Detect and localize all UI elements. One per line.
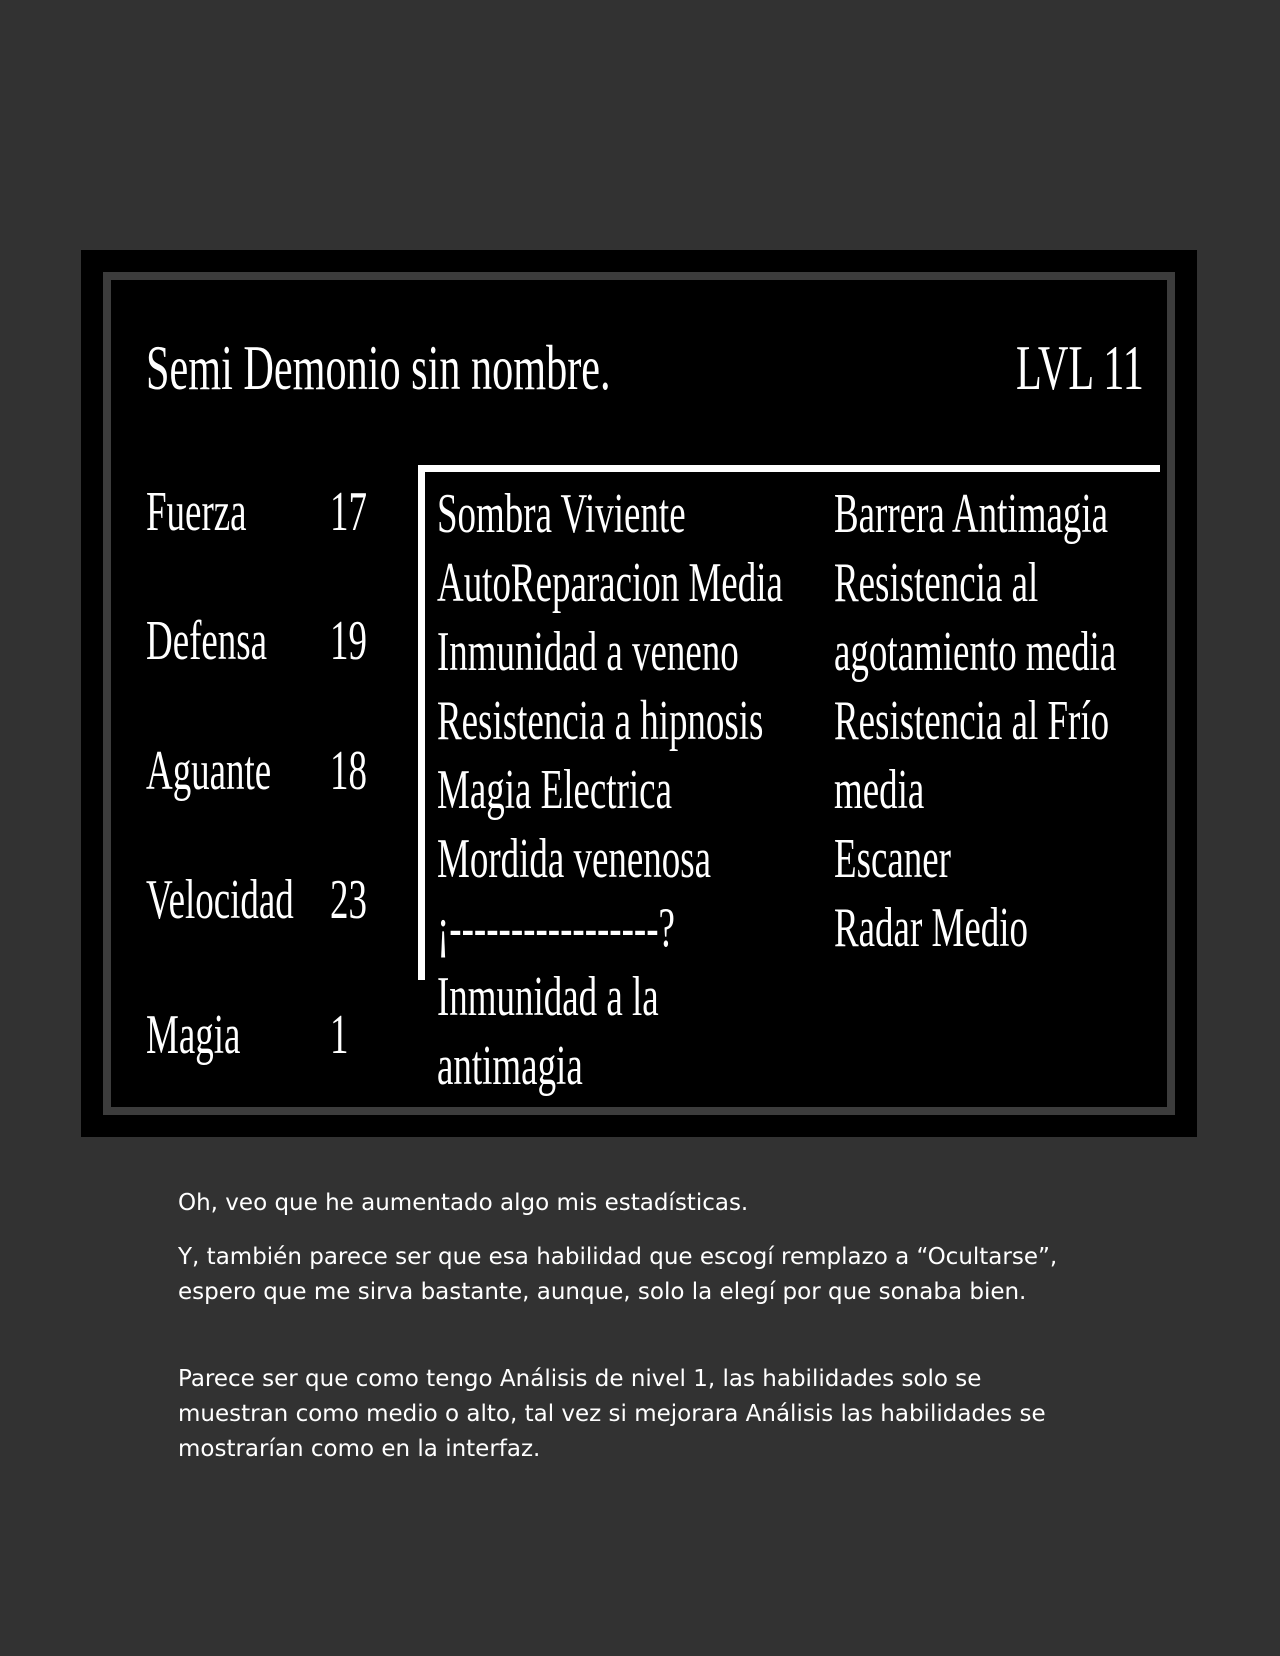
- skill-item: antimagia: [437, 1035, 583, 1097]
- skill-item: AutoReparacion Media: [437, 552, 783, 614]
- character-level: LVL 11: [1016, 332, 1144, 403]
- skill-item: agotamiento media: [834, 621, 1117, 683]
- skill-item: media: [834, 759, 925, 821]
- skill-item: Barrera Antimagia: [834, 483, 1109, 545]
- stat-label: Fuerza: [146, 481, 247, 543]
- skill-item: Resistencia al: [834, 552, 1039, 614]
- stat-value: 18: [330, 740, 367, 802]
- stat-value: 17: [330, 481, 367, 543]
- skill-item: Radar Medio: [834, 897, 1028, 959]
- stat-label: Velocidad: [146, 869, 294, 931]
- skill-item: Sombra Viviente: [437, 483, 686, 545]
- character-name: Semi Demonio sin nombre.: [146, 332, 611, 403]
- stat-value: 1: [330, 1004, 349, 1066]
- narration-paragraph: Oh, veo que he aumentado algo mis estadísticas.: [178, 1190, 749, 1216]
- skills-bracket-top: [418, 465, 1160, 472]
- skill-item: ¡-----------------?: [437, 897, 675, 959]
- stat-value: 23: [330, 869, 367, 931]
- stat-label: Aguante: [146, 740, 272, 802]
- skills-bracket-left: [418, 465, 425, 980]
- skill-item: Resistencia al Frío: [834, 690, 1110, 752]
- stat-label: Magia: [146, 1004, 241, 1066]
- skill-item: Magia Electrica: [437, 759, 672, 821]
- skill-item: Inmunidad a la: [437, 966, 659, 1028]
- skill-item: Escaner: [834, 828, 951, 890]
- skill-item: Resistencia a hipnosis: [437, 690, 764, 752]
- narration-paragraph: Parece ser que como tengo Análisis de nivel 1, las habilidades solo se muestran como medio o alto, tal vez si mejorara Análisis las habilidades se mostrarían como en la interfaz.: [178, 1366, 1046, 1462]
- skill-item: Mordida venenosa: [437, 828, 712, 890]
- stat-label: Defensa: [146, 610, 268, 672]
- skill-item: Inmunidad a veneno: [437, 621, 739, 683]
- narration-paragraph: Y, también parece ser que esa habilidad que escogí remplazo a “Ocultarse”, espero que me sirva bastante, aunque, solo la elegí por que sonaba bien.: [178, 1244, 1058, 1305]
- stat-value: 19: [330, 610, 367, 672]
